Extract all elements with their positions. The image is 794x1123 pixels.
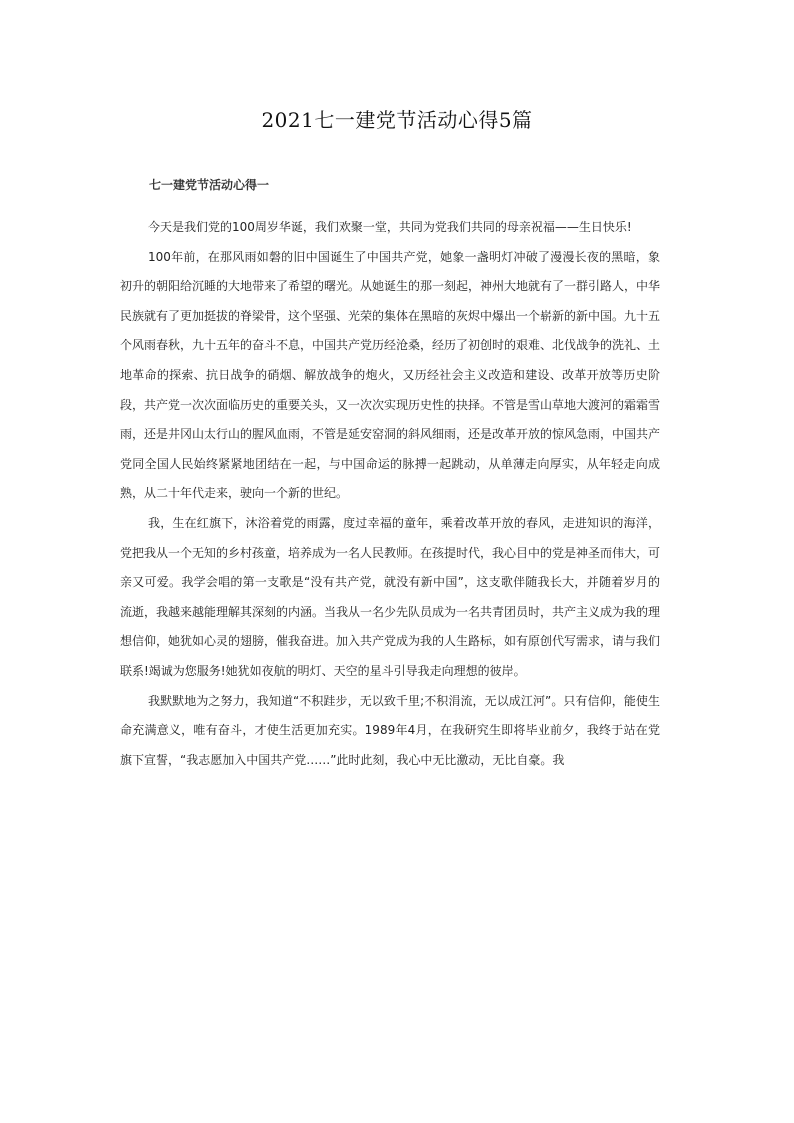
document-body [120, 213, 660, 775]
paragraph-1: 今天是我们党的100周岁华诞，我们欢聚一堂，共同为党我们共同的母亲祝福——生日快乐! [148, 220, 632, 234]
document-title: 2021七一建党节活动心得5篇 [261, 108, 533, 132]
paragraph-3: 我，生在红旗下，沐浴着党的雨露，度过幸福的童年，乘着改革开放的春风，走进知识的海洋，党把我从一个无知的乡村孩童，培养成为一名人民教师。在孩提时代，我心目中的党是神圣而伟大，可亲又可爱。我学会唱的第一支歌是“没有共产党，就没有新中国”，这支歌伴随我长大，并随着岁月的流逝，我越来越能理解其深刻的内涵。当我从一名少先队员成为一名共青团员时，共产主义成为我的理想信仰，她犹如心灵的翅膀，催我奋进。加入共产党成为我的人生路标，如有原创代写需求，请与我们联系!竭诚为您服务!她犹如夜航的明灯、天空的星斗引导我走向理想的彼岸。 [120, 515, 661, 678]
section-heading: 七一建党节活动心得一 [149, 178, 270, 192]
paragraph-4: 我默默地为之努力，我知道“不积跬步，无以致千里;不积涓流，无以成江河”。只有信仰，能使生命充满意义，唯有奋斗，才使生活更加充实。1989年4月，在我研究生即将毕业前夕，我终于站在党旗下宣誓，“我志愿加入中国共产党……”此时此刻，我心中无比激动，无比自豪。我 [120, 693, 660, 767]
paragraph-2: 100年前，在那风雨如磐的旧中国诞生了中国共产党，她象一盏明灯冲破了漫漫长夜的黑暗，象初升的朝阳给沉睡的大地带来了希望的曙光。从她诞生的那一刻起，神州大地就有了一群引路人，中华民族就有了更加挺拔的脊梁骨，这个坚强、光荣的集体在黑暗的灰烬中爆出一个崭新的新中国。九十五个风雨春秋，九十五年的奋斗不息，中国共产党历经沧桑，经历了初创时的艰难、北伐战争的洗礼、土地革命的探索、抗日战争的硝烟、解放战争的炮火，又历经社会主义改造和建设、改革开放等历史阶段，共产党一次次面临历史的重要关头，又一次次实现历史性的抉择。不管是雪山草地大渡河的霜霜雪雨，还是井冈山太行山的腥风血雨，不管是延安窑洞的斜风细雨，还是改革开放的惊风急雨，中国共产党同全国人民始终紧紧地团结在一起，与中国命运的脉搏一起跳动，从单薄走向厚实，从年轻走向成熟，从二十年代走来，驶向一个新的世纪。 [120, 249, 661, 501]
